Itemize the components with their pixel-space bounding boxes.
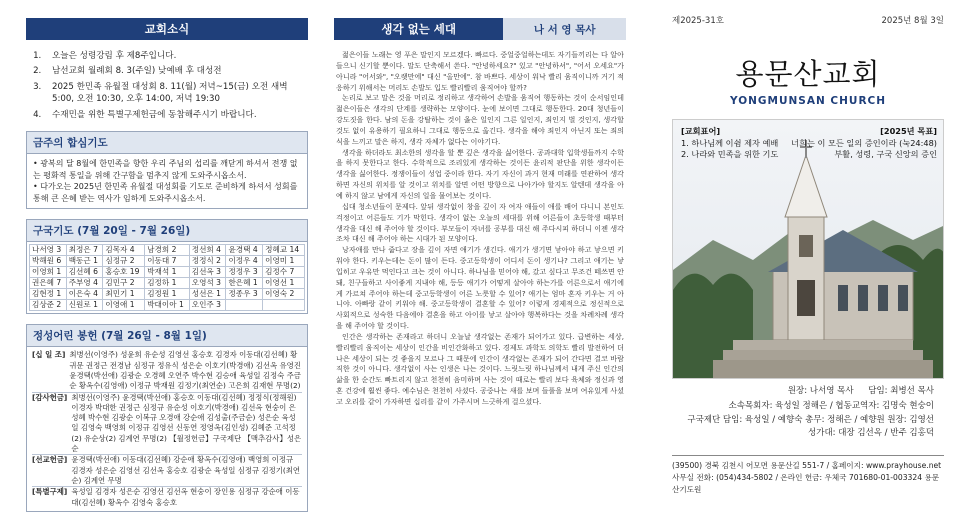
news-item: 3. 2025 한민족 유월절 대성회 8. 11(월) 저녁~15(금) 오전 새벽 5:00, 오전 10:30, 오후 14:00, 저녁 19:30 <box>44 81 308 106</box>
district-cell: 박대이아 1 <box>145 300 190 311</box>
district-cell: 정정식 2 <box>189 256 226 267</box>
district-prayer-box <box>26 219 308 314</box>
district-row <box>30 245 305 256</box>
district-cell: 김정하 1 <box>145 278 190 289</box>
district-cell: 이정우 4 <box>226 256 263 267</box>
district-cell: 권은혜 7 <box>30 278 67 289</box>
district-cell: 최민기 1 <box>103 289 145 300</box>
district-cell: 정선희 4 <box>189 245 226 256</box>
head-pastor: 원장: 나서영 목사 <box>787 386 854 396</box>
middle-column <box>320 0 640 528</box>
district-cell: 김정원 1 <box>145 289 190 300</box>
officers <box>672 400 944 441</box>
church-motto <box>681 126 778 161</box>
district-cell: 남경희 2 <box>145 245 190 256</box>
pastor-row <box>672 384 944 396</box>
district-cell: 김정수 7 <box>263 267 305 278</box>
district-prayer-title: 구국기도 (7월 20일 - 7월 26일) <box>27 220 307 242</box>
essay-paragraph: 생각을 하더라도 최소한의 생각을 할 뿐 깊은 생각을 싫어한다. 공과대학 입학생들까지 수학을 하지 못한다고 한다. 수학적으로 조리있게 생각하는 것이든 윤리적 판단을 위한 생각이든 생각을 싫어한다. 정쟁이들이 성업 중이라 한다. 자기 자신이 과거 현재 미래를 연관하여 생각하면 자신의 위치를 알 것이고 위치를 알면 어떤 방향으로 나아가야 할지도 알텐데 생각을 아예 하지 않고 남에게 자신의 일을 물어보는 것이다. <box>336 147 624 200</box>
lead-pastor: 담임: 최병선 목사 <box>868 386 934 396</box>
district-cell: 김목자 4 <box>103 245 145 256</box>
district-cell: 오영석 3 <box>189 278 226 289</box>
offering-category: [감사헌금] <box>32 392 68 402</box>
offering-category: [십 일 조] <box>32 350 66 360</box>
essay-header <box>334 18 626 40</box>
district-cell: 김선혜 6 <box>66 267 103 278</box>
essay-paragraph: 인간은 생각하는 존재라고 하더니 오늘날 생각없는 존재가 되어가고 있다. 급변하는 세상, 빨리빨리 움직이는 세상이 인간을 비인간화하고 있다. 경제도 과학도 의학도 빨리 발전하여 더 나은 세상이 되는 것 좋을지 모르나 그 때문에 인간이 생각없는 존재가 되어 간다면 결코 바람직한 것이 아니다. 생각없이 사는 인생은 나는 것이다. 느릿느릿 하나님께서 내게 주신 인간의 삶을 한 순간도 빠트리지 않고 천천히 음미하며 사는 것이 때로는 빨리 보다 육체와 정신과 영혼 건강에 훨씬 좋다. 예수님은 천천히 사셨다. 공중나는 새를 보며 들풀을 보며 여유있게 사셨고 오리를 같이 가자하면 십리를 같이 가주시며 느긋하게 걸으셨다. <box>336 331 624 406</box>
officer-line: 소속목회자: 육성일 정해은 / 협동교역자: 김명숙 현숭이 <box>728 401 934 411</box>
goal-tag: [2025년 목표] <box>880 126 937 136</box>
district-cell: 이영희 1 <box>30 267 67 278</box>
district-cell: 윤경택 4 <box>226 245 263 256</box>
prayer-topics-box <box>26 131 308 209</box>
news-list <box>26 50 308 121</box>
offering-names: 윤경택(박선애) 이동대(김선혜) 강순애 황옥수(김영애) 백영희 이정규 김경자 성은순 김영선 김선옥 홍승호 김광순 육성일 심정규 김정기(최연순) 김계연 무명 <box>71 455 301 485</box>
district-row <box>30 278 305 289</box>
district-cell: 김상준 2 <box>30 300 67 311</box>
essay-paragraph: 낭자애를 만나 줍다고 장을 깊이 자면 애기가 생긴다. 애기가 생기면 낳아야 하고 낳으면 키워야 한다. 키우는데는 돈이 많이 든다. 중고등학생이 어디서 돈이 생기나? 그리고 애기는 낳 입히고 우유만 먹인다고 크는 것이 아니다. 하나님을 믿어야 해, 갔고 싶다고 무조건 떼쓰면 안돼, 친구들하고 사이좋게 지내야 해, 등등 애기가 어떻게 살아야 하는가를 어른으로서 애기에게 가르쳐 주어야 하는데 중고등학생이 어른 노릇할 수 있어? 애기는 엄마 혼자 키우는 거 아니야. 아빠랑 같이 키워야 해. 중고등학생이 결혼할 수 있어? 이렇게 경제적으로 정신적으로 사회적으로 성숙한 다음에야 결혼을 하고 아이를 낳고 살아야 행복하다는 것을 차례차례 생각을 해 주어야 할 것이다. <box>336 245 624 331</box>
prayer-topic-item: • 광복의 달 8월에 한민족을 향한 우리 주님의 섭리를 깨닫게 하셔서 전쟁 없는 평화적 통일을 위해 간구함을 멈추지 않게 도와주시옵소서. <box>33 158 301 181</box>
district-cell: 오인주 3 <box>189 300 226 311</box>
district-cell: 신원로 1 <box>66 300 103 311</box>
district-cell: 한은혜 1 <box>226 278 263 289</box>
district-row <box>30 289 305 300</box>
district-cell: 이영애 1 <box>103 300 145 311</box>
district-cell: 최정은 7 <box>66 245 103 256</box>
district-cell: 홍승호 19 <box>103 267 145 278</box>
cover-column <box>640 0 960 528</box>
news-item: 2. 남선교회 월례회 8. 3(주일) 낮예배 후 대성전 <box>44 65 308 77</box>
church-name: 용문산교회 <box>735 57 881 91</box>
offering-section <box>32 350 302 391</box>
district-cell: 박재석 1 <box>145 267 190 278</box>
news-item: 4. 수재민을 위한 특별구제헌금에 동참해주시기 바랍니다. <box>44 109 308 121</box>
church-name-en: YONGMUNSAN CHURCH <box>729 95 887 107</box>
district-cell: 박해원 6 <box>30 256 67 267</box>
essay-body <box>334 50 626 408</box>
essay-title: 생각 없는 세대 <box>334 18 503 40</box>
district-cell: 정종우 3 <box>226 289 263 300</box>
district-cell <box>263 300 305 311</box>
motto-line: 2. 나라와 민족을 위한 기도 <box>681 149 779 159</box>
offering-names: 최병선(이영주) 성윤희 유순성 김영선 홍승호 김경자 이동대(김선혜) 황귀문 권정근 전경남 심정규 정유식 성은순 이호기(박경애) 김선옥 유영진 윤경택(박선애) 김광순 오경혜 오연주 박수현 김승애 육성일 김정숙 주금순 황옥수(김영애) 이정규 박재원 김정기(최연순) 고은희 김재현 무명(2) <box>69 350 301 391</box>
essay-author: 나 서 영 목사 <box>503 18 626 40</box>
officer-line: 구국제단 담임: 육성일 / 예향숙 총무: 정해은 / 예향원 원장: 김영선 <box>687 414 934 425</box>
footer-contact: 사무실 전화: (054)434-5802 / 온라인 헌금: 우체국 701680-01-003324 용문산기도원 <box>672 472 940 494</box>
left-column <box>0 0 320 528</box>
district-cell: 정정우 3 <box>226 267 263 278</box>
footer <box>672 455 944 496</box>
district-cell: 김현정 1 <box>30 289 67 300</box>
essay-paragraph: 십대 청소년들이 문제다. 앞뒤 생각없이 창을 깊이 자 여자 애들이 애를 배어 다니니 본인도 걱정이고 어른들도 기가 막힌다. 생각이 없는 오늘의 세대를 위해 어른들이 초등학생 때부터 생각을 대신 해 주어야 할 것이다. 부모들이 자녀를 공부를 대신 해 주다시피 하더니 이젠 생각조차 대신 해 주어야 하는 시대가 된 모양이다. <box>336 201 624 244</box>
district-prayer-table <box>29 244 305 311</box>
district-cell: 나서영 3 <box>30 245 67 256</box>
district-cell: 성선은 1 <box>189 289 226 300</box>
goal-line: 너희는 이 모든 일의 증인이라 (눅24:48) <box>791 137 937 148</box>
motto-line: 1. 하나님께 이쉼 제자 예배 <box>681 137 779 148</box>
district-cell: 김선옥 3 <box>189 267 226 278</box>
church-photo <box>672 119 944 379</box>
offering-section <box>32 454 302 486</box>
district-cell: 이영숙 2 <box>263 289 305 300</box>
offering-category: [특별구제] <box>32 487 68 497</box>
news-item: 1. 오늘은 성령강림 후 제8주입니다. <box>44 50 308 62</box>
district-cell: 주부영 4 <box>66 278 103 289</box>
district-cell: 이영미 1 <box>263 256 305 267</box>
district-cell: 백동근 1 <box>66 256 103 267</box>
essay-paragraph: 젊은이들 노래는 영 푸은 말인지 모르겠다. 빠르다. 중얼중얼하는데도 자기들끼리는 다 알아들으니 신기할 뿐이다. 말도 단축해서 쓴다. "안녕하세요?" 있고 "안녕하셔", "어서 오세요"가 아니라 "어서와", "오랫만에" 대신 "올만에". 참 바쁘다. 세상이 워낙 빨리 움직이니까 거기 적응하기 위해서는 머리도 손발도 입도 빨리빨리 움직여야 할까? <box>336 50 624 92</box>
district-cell: 심정규 2 <box>103 256 145 267</box>
district-cell: 김민구 2 <box>103 278 145 289</box>
motto-tag: [교회표어] <box>681 126 721 136</box>
district-cell: 이영선 1 <box>263 278 305 289</box>
prayer-topics-title: 금주의 합심기도 <box>27 132 307 154</box>
offering-section <box>32 392 302 455</box>
offering-title: 정성어린 봉헌 (7월 26일 - 8월 1일) <box>27 325 307 347</box>
district-cell: 정혜교 14 <box>263 245 305 256</box>
goal-line: 부활, 성령, 구국 신앙의 증인 <box>834 149 937 159</box>
district-cell: 이은숙 4 <box>66 289 103 300</box>
offering-section <box>32 486 302 508</box>
news-title: 교회소식 <box>26 18 308 40</box>
offering-category: [선교헌금] <box>32 455 68 465</box>
district-cell <box>226 300 263 311</box>
essay-paragraph: 논리로 보고 말은 것을 머리로 정리하고 생각하여 손발을 움직여 행동하는 것이 순서임인데 젊은이들은 생각의 단계를 생략하는 모양이다. 눈에 보이면 그대로 행동한다. 20대 청년들이 강도짓을 한다. 남의 돈을 강탈하는 것이 옳은 일인지 그른 일인지, 죄인지 벌 것인지, 생각할 것도 없이 유용하기 필요하니 그대로 행동으로 옮긴다. 생각을 해야 죄인지 아닌지 또는 죄의식을 느끼고 말은 하지, 생각 자체가 없다는 이야기다. <box>336 93 624 146</box>
offering-box <box>26 324 308 511</box>
footer-address: (39500) 경북 김천시 어모면 용문산길 551-7 / 홈페이지: www.prayhouse.net <box>672 460 942 470</box>
district-cell: 이동대 7 <box>145 256 190 267</box>
news-header <box>26 18 308 40</box>
district-row <box>30 300 305 311</box>
district-row <box>30 267 305 278</box>
prayer-topic-item: • 다가오는 2025년 한민족 유월절 대성회를 기도로 준비하게 하셔서 성회를 통해 큰 은혜 받는 역사가 임하게 도와주시옵소서. <box>33 181 301 204</box>
issue-number: 제2025-31호 <box>672 16 724 26</box>
yearly-goal <box>791 126 937 161</box>
officer-line: 성가대: 대장 김선옥 / 반주 김홍덕 <box>808 428 934 438</box>
issue-date: 2025년 8월 3일 <box>881 16 944 26</box>
district-row <box>30 256 305 267</box>
offering-names: 육성일 김경자 성은순 김영선 김선옥 현숭이 장인용 심정규 강순애 이동대(김선혜) 황옥수 김영숙 홍승호 <box>71 487 300 507</box>
offering-names: 최병선(이영주) 윤경택(박선애) 홍승호 이동대(김선혜) 정정식(정해원) 이경자 박대한 권정근 심정규 유순성 이호기(박경애) 김선옥 현숭이 은성혜 박수현 김광순 이복규 오경애 강순애 김성출(주금순) 성은순 육성일 김영숙 백영희 이정규 김영선 신동연 정영옥(김인성) 김혜준 고석정(2) 유순상(2) 김계연 무명(2) 【월정헌금】구국제단 【맥추감사】성은순 <box>71 392 302 454</box>
